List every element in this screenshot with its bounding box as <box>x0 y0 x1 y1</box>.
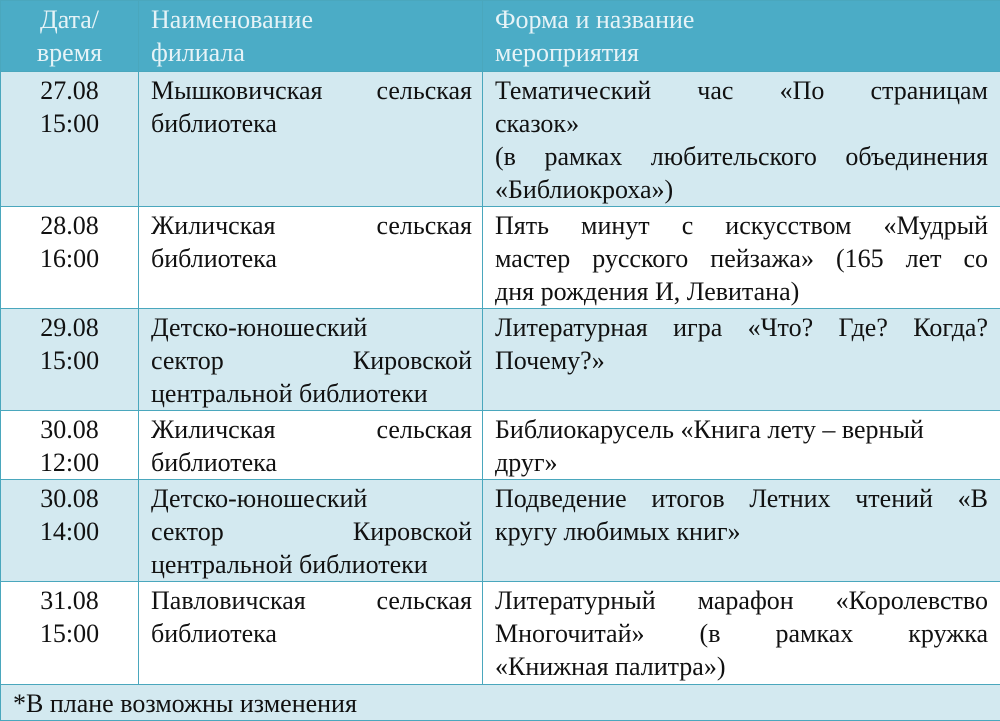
event-line: сказок» <box>495 107 988 140</box>
branch-line: Павловичская сельская <box>151 584 472 617</box>
row-date: 30.08 <box>7 482 132 515</box>
date-time-cell <box>1 411 139 480</box>
header-date-time <box>1 1 139 72</box>
branch-cell <box>139 411 483 480</box>
date-time-cell <box>1 582 139 685</box>
branch-cell <box>139 582 483 685</box>
row-time: 14:00 <box>7 515 132 548</box>
branch-line: сектор Кировской <box>151 515 472 548</box>
branch-line: Мышковичская сельская <box>151 74 472 107</box>
header-event-line2: мероприятия <box>495 36 994 69</box>
event-line: Подведение итогов Летних чтений «В <box>495 482 988 515</box>
event-line: друг» <box>495 446 988 479</box>
branch-line: библиотека <box>151 107 472 140</box>
event-cell <box>483 480 1000 582</box>
event-line: Пять минут с искусством «Мудрый <box>495 209 988 242</box>
event-cell <box>483 207 1000 309</box>
header-event <box>483 1 1000 72</box>
branch-cell <box>139 480 483 582</box>
branch-cell <box>139 72 483 207</box>
event-cell <box>483 72 1000 207</box>
row-date: 31.08 <box>7 584 132 617</box>
branch-line: библиотека <box>151 617 472 650</box>
event-line: Литературная игра «Что? Где? Когда? <box>495 311 988 344</box>
date-time-cell <box>1 309 139 411</box>
event-line: Многочитай» (в рамках кружка <box>495 617 988 650</box>
row-date: 30.08 <box>7 413 132 446</box>
header-date-line1: Дата/ <box>5 3 134 36</box>
header-branch-line2: филиала <box>151 36 476 69</box>
footnote-row <box>1 685 1000 721</box>
event-line: Почему?» <box>495 344 988 377</box>
footnote-cell <box>1 685 1000 721</box>
row-time: 15:00 <box>7 344 132 377</box>
event-line: (в рамках любительского объединения <box>495 140 988 173</box>
event-line: «Книжная палитра») <box>495 650 988 683</box>
branch-line: библиотека <box>151 242 472 275</box>
date-time-cell <box>1 480 139 582</box>
footnote-text: *В плане возможны изменения <box>13 687 988 720</box>
branch-line: Жиличская сельская <box>151 209 472 242</box>
date-time-cell <box>1 72 139 207</box>
branch-line: библиотека <box>151 446 472 479</box>
branch-line: Детско-юношеский <box>151 482 472 515</box>
table-row <box>1 309 1000 411</box>
branch-cell <box>139 309 483 411</box>
table-row <box>1 411 1000 480</box>
header-branch <box>139 1 483 72</box>
event-cell <box>483 411 1000 480</box>
row-time: 12:00 <box>7 446 132 479</box>
row-time: 15:00 <box>7 107 132 140</box>
table-row <box>1 480 1000 582</box>
table-row <box>1 582 1000 685</box>
branch-cell <box>139 207 483 309</box>
table-row <box>1 72 1000 207</box>
event-cell <box>483 309 1000 411</box>
event-line: «Библиокроха») <box>495 173 988 206</box>
row-date: 27.08 <box>7 74 132 107</box>
table-header-row <box>1 1 1000 72</box>
branch-line: Жиличская сельская <box>151 413 472 446</box>
row-date: 28.08 <box>7 209 132 242</box>
event-line: кругу любимых книг» <box>495 515 988 548</box>
date-time-cell <box>1 207 139 309</box>
row-time: 15:00 <box>7 617 132 650</box>
event-line: мастер русского пейзажа» (165 лет со <box>495 242 988 275</box>
event-line: дня рождения И, Левитана) <box>495 275 988 308</box>
header-date-line2: время <box>5 36 134 69</box>
header-event-line1: Форма и название <box>495 3 994 36</box>
event-line: Тематический час «По страницам <box>495 74 988 107</box>
branch-line: центральной библиотеки <box>151 377 472 410</box>
event-line: Библиокарусель «Книга лету – верный <box>495 413 988 446</box>
row-date: 29.08 <box>7 311 132 344</box>
event-cell <box>483 582 1000 685</box>
branch-line: сектор Кировской <box>151 344 472 377</box>
row-time: 16:00 <box>7 242 132 275</box>
branch-line: Детско-юношеский <box>151 311 472 344</box>
table-row <box>1 207 1000 309</box>
branch-line: центральной библиотеки <box>151 548 472 581</box>
event-line: Литературный марафон «Королевство <box>495 584 988 617</box>
header-branch-line1: Наименование <box>151 3 476 36</box>
